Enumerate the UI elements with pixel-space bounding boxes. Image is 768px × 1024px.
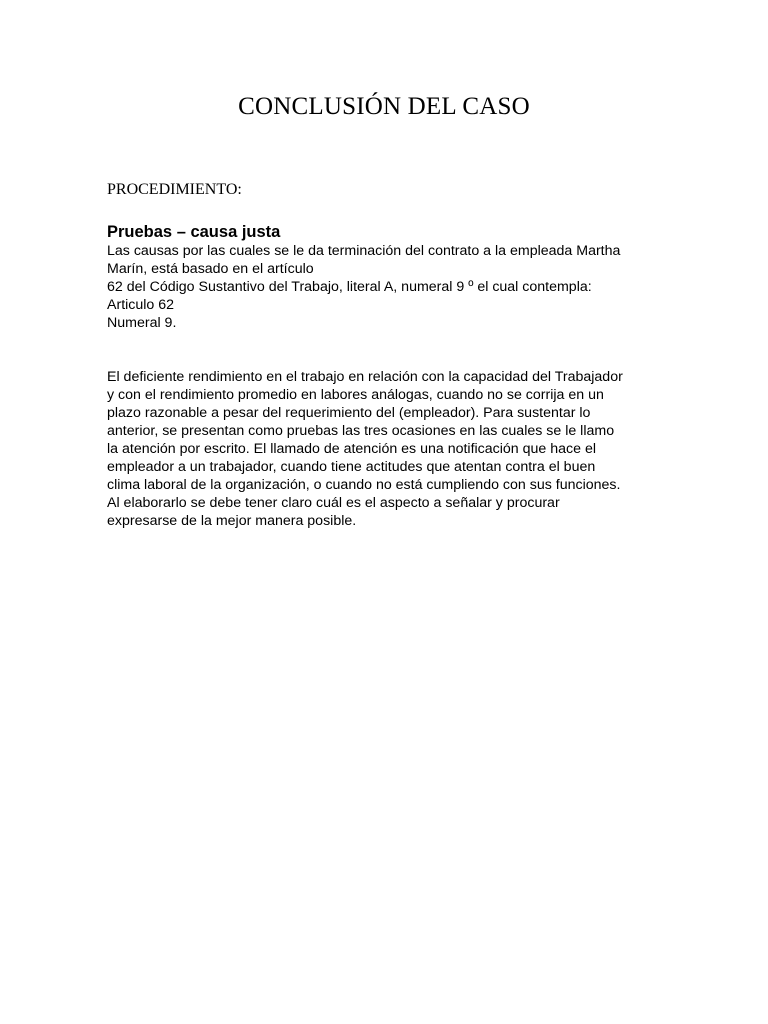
paragraph-causas xyxy=(107,242,667,332)
paragraph-line: empleador a un trabajador, cuando tiene actitudes que atentan contra el buen xyxy=(107,459,596,475)
paragraph-line: Las causas por las cuales se le da terminación del contrato a la empleada Martha xyxy=(107,243,621,259)
paragraph-line: Marín, está basado en el artículo xyxy=(107,261,314,277)
section-label: PROCEDIMIENTO: xyxy=(107,181,242,198)
paragraph-line: plazo razonable a pesar del requerimiento del (empleador). Para sustentar lo xyxy=(107,405,591,421)
paragraph-line: Numeral 9. xyxy=(107,315,177,331)
document-title: CONCLUSIÓN DEL CASO xyxy=(238,93,530,120)
paragraph-line: clima laboral de la organización, o cuando no está cumpliendo con sus funciones. xyxy=(107,477,621,493)
paragraph-line: la atención por escrito. El llamado de atención es una notificación que hace el xyxy=(107,441,596,457)
subheading: Pruebas – causa justa xyxy=(107,223,281,241)
paragraph-line: Articulo 62 xyxy=(107,297,175,313)
paragraph-line: 62 del Código Sustantivo del Trabajo, literal A, numeral 9 º el cual contempla: xyxy=(107,279,592,295)
paragraph-line: El deficiente rendimiento en el trabajo en relación con la capacidad del Trabajador xyxy=(107,369,623,385)
paragraph-line: Al elaborarlo se debe tener claro cuál es el aspecto a señalar y procurar xyxy=(107,495,560,511)
paragraph-rendimiento xyxy=(107,368,667,530)
paragraph-line: y con el rendimiento promedio en labores análogas, cuando no se corrija en un xyxy=(107,387,604,403)
paragraph-line: expresarse de la mejor manera posible. xyxy=(107,513,357,529)
paragraph-line: anterior, se presentan como pruebas las tres ocasiones en las cuales se le llamo xyxy=(107,423,615,439)
